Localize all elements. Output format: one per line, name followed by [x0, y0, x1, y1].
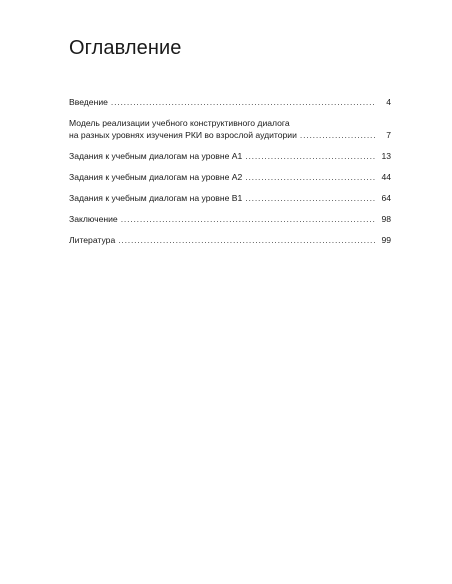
toc-entry-page-number: 4 [386, 97, 391, 107]
toc-entry-label: Литература [69, 235, 116, 245]
dot-leader [245, 150, 376, 162]
toc-entry-label: Введение [69, 97, 108, 107]
toc-entry-literature [69, 234, 391, 246]
toc-entry-label-line-1: Модель реализации учебного конструктивного диалога [69, 118, 290, 128]
toc-entry-label: Заключение [69, 214, 118, 224]
dot-leader [245, 192, 376, 204]
dot-leader [111, 96, 376, 108]
dot-leader [121, 213, 376, 225]
toc-entry-page-number: 7 [386, 130, 391, 140]
toc-entry-conclusion [69, 213, 391, 225]
toc-entry-page-number: 44 [381, 172, 391, 182]
page-title: Оглавление [69, 37, 182, 59]
toc-entry-tasks-a1 [69, 150, 391, 162]
toc-entry-label: Задания к учебным диалогам на уровне А1 [69, 151, 243, 161]
toc-entry-model [69, 117, 391, 141]
toc-entry-page-number: 64 [381, 193, 391, 203]
toc-entry-page-number: 99 [381, 235, 391, 245]
toc-entry-label: Задания к учебным диалогам на уровне В1 [69, 193, 243, 203]
toc-entry-tasks-a2 [69, 171, 391, 183]
toc-entry-page-number: 13 [381, 151, 391, 161]
toc-entry-tasks-b1 [69, 192, 391, 204]
dot-leader [118, 234, 376, 246]
dot-leader [245, 171, 376, 183]
toc-entry-label-line-2: на разных уровнях изучения РКИ во взрослой аудитории [69, 130, 297, 140]
table-of-contents [69, 96, 391, 255]
toc-entry-page-number: 98 [381, 214, 391, 224]
toc-entry-label: Задания к учебным диалогам на уровне А2 [69, 172, 243, 182]
toc-entry-introduction [69, 96, 391, 108]
dot-leader [300, 129, 376, 141]
